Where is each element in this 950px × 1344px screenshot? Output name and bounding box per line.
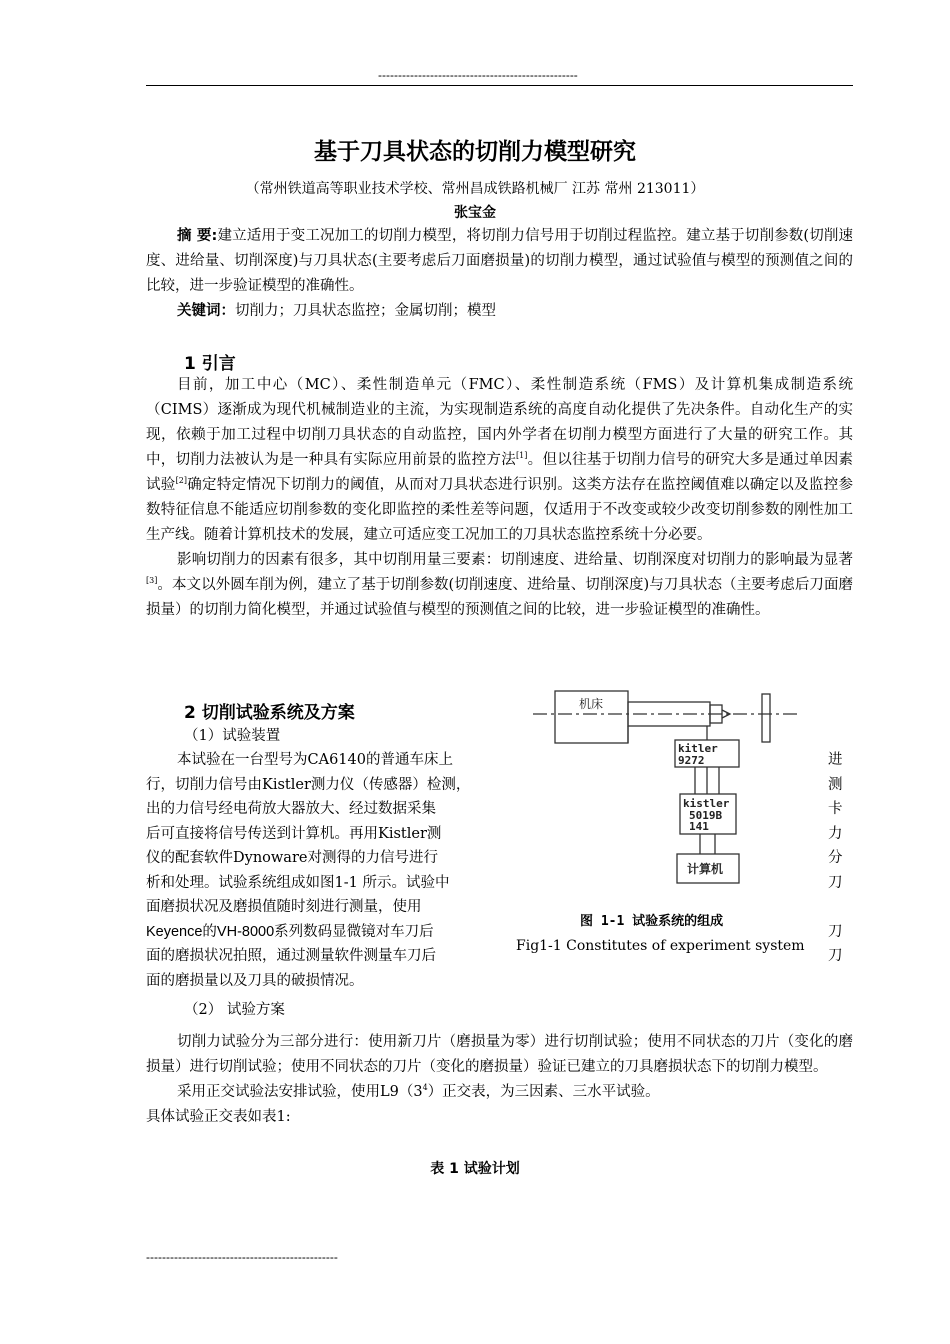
apparatus-line: 面的磨损状况拍照，通过测量软件测量车刀后 — [146, 948, 436, 964]
table-caption: 表 1 试验计划 — [430, 1161, 520, 1177]
apparatus-text — [146, 748, 494, 993]
label-kistler-2: kistler — [683, 797, 730, 810]
paper-title: 基于刀具状态的切削力模型研究 — [314, 139, 636, 165]
apparatus-line: 面的磨损量以及刀具的破损情况。 — [146, 972, 364, 989]
header-rule — [146, 85, 853, 86]
apparatus-line: 出的力信号经电荷放大器放大、经过数据采集 — [146, 801, 436, 817]
keywords-text: 切削力；刀具状态监控；金属切削；模型 — [235, 303, 496, 319]
header-dashes: -------------------------------------------------- — [378, 68, 578, 82]
figure-caption-en: Fig1-1 Constitutes of experiment system — [516, 938, 805, 954]
table-intro: 具体试验正交表如表1: — [146, 1109, 291, 1125]
abstract-label: 摘 要: — [177, 228, 218, 244]
figure-caption-cn: 图 1-1 试验系统的组成 — [580, 914, 724, 929]
wrapped-chars-column — [828, 748, 848, 969]
wrapped-char: 测 — [828, 776, 843, 793]
label-kistler-2-model: 5019B — [689, 809, 723, 822]
label-kistler-1-model: 9272 — [678, 754, 705, 767]
apparatus-line: 本试验在一台型号为CA6140的普通车床上 — [177, 752, 453, 768]
subsection-apparatus: （1）试验装置 — [184, 728, 281, 744]
abstract-text: 建立适用于变工况加工的切削力模型，将切削力信号用于切削过程监控。建立基于切削参数(切削速度、进给量、切削深度)与刀具状态(主要考虑后刀面磨损量)的切削力模型，通过试验值与模型的预测值之间的比较，进一步验证模型的准确性。 — [146, 228, 853, 294]
scheme-paragraph-2: 采用正交试验法安排试验，使用$L9(3^4)$正交表，为三因素、三水平试验。 — [177, 1083, 660, 1100]
section1-body — [146, 373, 853, 623]
wrapped-char: 进 — [828, 752, 843, 768]
wrapped-char: 分 — [828, 850, 843, 866]
footer-dashes: ------------------------------------------------ — [146, 1250, 338, 1264]
apparatus-line: 后可直接将信号传送到计算机。再用Kistler测 — [146, 825, 442, 842]
apparatus-line: 面磨损状况及磨损值随时刻进行测量，使用 — [146, 899, 422, 915]
label-machine: 机床 — [579, 697, 604, 711]
scheme-paragraph: 切削力试验分为三部分进行：使用新刀片（磨损量为零）进行切削试验；使用不同状态的刀片（变化的磨损量）进行切削试验；使用不同状态的刀片（变化的磨损量）验证已建立的刀具磨损状态下的切削力模型。 — [146, 1034, 853, 1075]
label-kistler-2-num: 141 — [689, 820, 709, 833]
scheme-body — [146, 1030, 853, 1130]
apparatus-line: 行，切削力信号由Kistler测力仪（传感器）检测， — [146, 776, 471, 793]
section1-heading: 1 引言 — [184, 354, 236, 374]
wrapped-char — [828, 895, 848, 920]
label-kistler-1: kitler — [678, 742, 718, 755]
tailstock — [762, 694, 770, 742]
affiliation: （常州铁道高等职业技术学校、常州昌成铁路机械厂 江苏 常州 213011） — [245, 181, 705, 197]
section2-heading: 2 切削试验系统及方案 — [184, 703, 355, 723]
subsection-scheme: （2） 试验方案 — [184, 1002, 285, 1018]
wrapped-char: 刀 — [828, 948, 843, 964]
apparatus-line: 析和处理。试验系统组成如图1-1 所示。试验中 — [146, 874, 450, 891]
apparatus-line: 仪的配套软件Dynoware对测得的力信号进行 — [146, 850, 438, 866]
author: 张宝金 — [454, 205, 496, 221]
ref-1: [1] — [516, 451, 528, 461]
wrapped-char: 卡 — [828, 801, 843, 817]
wrapped-char: 刀 — [828, 874, 843, 891]
abstract-block — [146, 224, 853, 324]
wrapped-char: 刀 — [828, 923, 843, 940]
wrapped-char: 力 — [828, 825, 843, 842]
ref-2: [2] — [175, 476, 187, 486]
superscript-4: 4 — [422, 1083, 428, 1093]
section1-paragraph-2: 影响切削力的因素有很多，其中切削用量三要素：切削速度、进给量、切削深度对切削力的影响最为显著[3]。本文以外圆车削为例，建立了基于切削参数(切削速度、进给量、切削深度)与刀具状态（主要考虑后刀面磨损量）的切削力简化模型，并通过试验值与模型的预测值之间的比较，进一步验证模型的准确性。 — [146, 552, 853, 618]
label-computer: 计算机 — [687, 862, 724, 876]
apparatus-line: Keyence的VH-8000系列数码显微镜对车刀后 — [146, 923, 434, 940]
section1-paragraph-1: 目前，加工中心（MC）、柔性制造单元（FMC）、柔性制造系统（FMS）及计算机集成制造系统（CIMS）逐渐成为现代机械制造业的主流，为实现制造系统的高度自动化提供了先决条件。自动化生产的实现，依赖于加工过程中切削刀具状态的自动监控，国内外学者在切削力模型方面进行了大量的研究工作。其中，切削力法被认为是一种具有实际应用前景的监控方法[1]。但以往基于切削力信号的研究大多是通过单因素试验[2]确定特定情况下切削力的阈值，从而对刀具状态进行识别。这类方法存在监控阈值难以确定以及监控参数特征信息不能适应切削参数的变化即监控的柔性差等问题，仅适用于不改变或较少改变切削参数的刚性加工生产线。随着计算机技术的发展，建立可适应变工况加工的刀具状态监控系统十分必要。 — [146, 377, 854, 543]
ref-3: [3] — [146, 576, 158, 586]
keywords-label: 关键词： — [177, 303, 235, 319]
